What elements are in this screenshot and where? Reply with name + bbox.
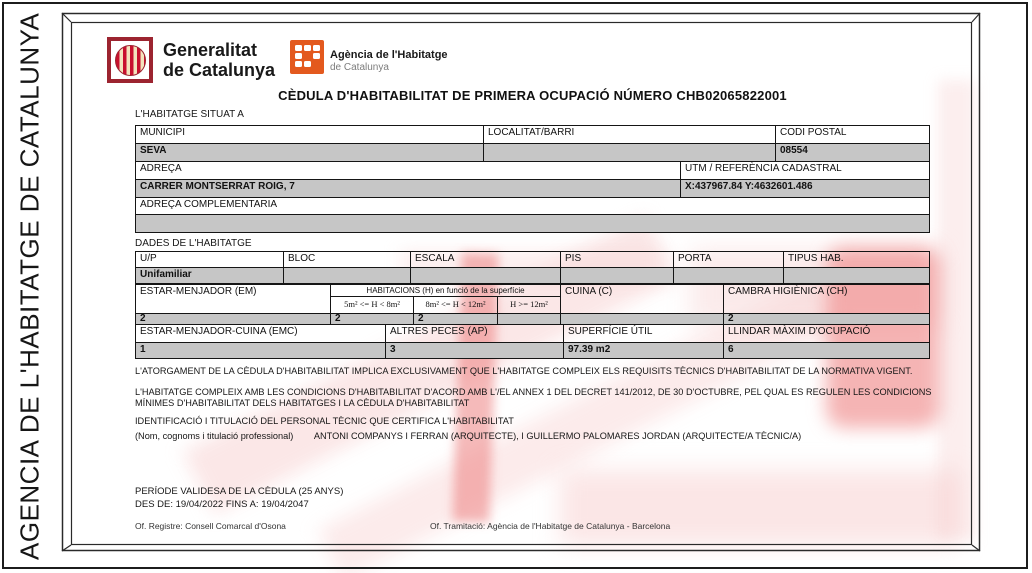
localitat-header-cell: LOCALITAT/BARRI [483,125,776,144]
codi-postal-header-cell: CODI POSTAL [775,125,930,144]
emc-header-cell: ESTAR-MENJADOR-CUINA (EMC) [135,324,386,343]
localitat-value-cell [483,143,776,162]
habitacions-range3-header-cell: H >= 12m² [497,296,561,314]
adreca-value-cell: CARRER MONTSERRAT ROIG, 7 [135,179,681,198]
tipus-hab-value-cell [783,267,930,284]
municipi-value-cell: SEVA [135,143,484,162]
habitacions-header-cell: HABITACIONS (H) en funció de la superfície [330,284,561,297]
legal-paragraph-2: L'HABITATGE COMPLEIX AMB LES CONDICIONS D'HABITABILITAT D'ACORD AMB L'/EL ANNEX 1 DEL DECRET 141/2012, DE 30 D'OCTUBRE, PEL QUAL ES REGULEN LES CONDICIONS MÍNIMES D'HABITABILITAT DELS HABITATGES I LA CÈDULA D'HABITABILITAT [135,387,932,408]
senyera-stripes-icon [115,45,146,76]
habitacions-range1-value-cell: 2 [330,313,414,325]
tipus-hab-header-cell: TIPUS HAB. [783,251,930,268]
dwelling-section-label: DADES DE L'HABITATGE [135,238,252,249]
footer-registre: Of. Registre: Consell Comarcal d'Osona [135,521,286,531]
technician-line [135,431,955,442]
em-value-cell: 2 [135,313,331,325]
bloc-value-cell [283,267,411,284]
technician-names-value: ANTONI COMPANYS I FERRAN (ARQUITECTE), I GUILLERMO PALOMARES JORDAN (ARQUITECTE/A TÈCNIC/A) [313,431,802,441]
location-section-label: L'HABITATGE SITUAT A [135,109,244,120]
porta-header-cell: PORTA [673,251,784,268]
emc-value-cell: 1 [135,342,386,359]
cuina-header-cell: CUINA (C) [560,284,724,314]
up-header-cell: U/P [135,251,284,268]
adreca-header-cell: ADREÇA [135,161,681,180]
habitacions-range2-header-cell: 8m² <= H < 12m² [413,296,498,314]
llindar-header-cell: LLINDAR MÀXIM D'OCUPACIÓ [723,324,930,343]
agencia-logo-text-line1: Agència de l'Habitatge [330,49,448,61]
municipi-header-cell: MUNICIPI [135,125,484,144]
cambra-value-cell: 2 [723,313,930,325]
altres-peces-header-cell: ALTRES PECES (AP) [385,324,564,343]
agency-vertical-text: AGENCIA DE L'HABITATGE DE CATALUNYA [14,12,45,561]
escala-header-cell: ESCALA [410,251,561,268]
habitacions-range2-value-cell: 2 [413,313,498,325]
utm-value-cell: X:437967.84 Y:4632601.486 [680,179,930,198]
codi-postal-value-cell: 08554 [775,143,930,162]
validity-dates: DES DE: 19/04/2022 FINS A: 19/04/2047 [135,499,309,510]
superficie-value-cell: 97.39 m2 [563,342,724,359]
certificate-title: CÈDULA D'HABITABILITAT DE PRIMERA OCUPACIÓ NÚMERO CHB02065822001 [278,88,787,103]
escala-value-cell [410,267,561,284]
pis-header-cell: PIS [560,251,674,268]
technician-names-label: (Nom, cognoms i titulació professional) [135,431,294,441]
up-value-cell: Unifamiliar [135,267,284,284]
agencia-habitatge-logo-icon [290,40,324,74]
superficie-header-cell: SUPERFÍCIE ÚTIL [563,324,724,343]
bloc-header-cell: BLOC [283,251,411,268]
habitacions-range1-header-cell: 5m² <= H < 8m² [330,296,414,314]
generalitat-logo-icon [107,37,153,83]
agencia-logo-text-line2: de Catalunya [330,62,389,73]
technician-heading: IDENTIFICACIÓ I TITULACIÓ DEL PERSONAL TÈCNIC QUE CERTIFICA L'HABITABILITAT [135,416,514,426]
cambra-header-cell: CAMBRA HIGIÈNICA (CH) [723,284,930,314]
adreca-complementaria-value-cell [135,214,930,233]
pis-value-cell [560,267,674,284]
utm-header-cell: UTM / REFERÈNCIA CADASTRAL [680,161,930,180]
adreca-complementaria-header-cell: ADREÇA COMPLEMENTARIA [135,197,930,215]
footer-tramitacio: Of. Tramitació: Agència de l'Habitatge de Catalunya - Barcelona [430,521,671,531]
llindar-value-cell: 6 [723,342,930,359]
validity-period-label: PERÍODE VALIDESA DE LA CÈDULA (25 ANYS) [135,486,344,497]
porta-value-cell [673,267,784,284]
legal-paragraph-1: L'ATORGAMENT DE LA CÈDULA D'HABITABILITAT IMPLICA EXCLUSIVAMENT QUE L'HABITATGE COMPLEIX ELS REQUISITS TÈCNICS D'HABITABILITAT DE LA NORMATIVA VIGENT. [135,366,913,376]
generalitat-logo-text: Generalitat de Catalunya [163,40,276,80]
em-header-cell: ESTAR-MENJADOR (EM) [135,284,331,314]
altres-peces-value-cell: 3 [385,342,564,359]
